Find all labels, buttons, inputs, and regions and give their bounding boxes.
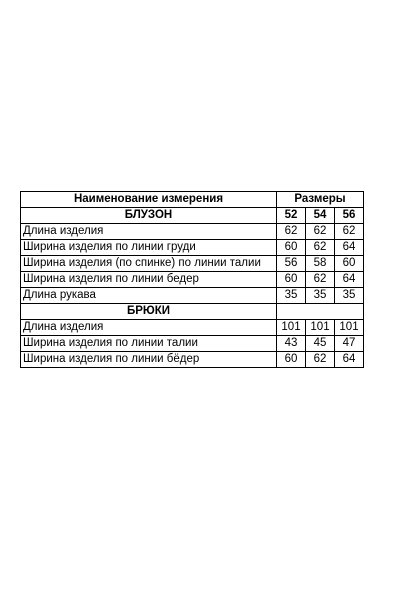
measurement-value: 101 xyxy=(277,320,306,336)
table-row xyxy=(21,272,364,288)
table-row xyxy=(21,320,364,336)
measurement-name: Ширина изделия по линии груди xyxy=(21,240,277,256)
measurement-value: 62 xyxy=(306,240,335,256)
measurement-value: 35 xyxy=(306,288,335,304)
measurement-name: Ширина изделия по линии талии xyxy=(21,336,277,352)
measurement-name: Длина изделия xyxy=(21,224,277,240)
measurement-value: 101 xyxy=(306,320,335,336)
section-title-trousers: БРЮКИ xyxy=(21,304,277,320)
measurement-name: Ширина изделия по линии бедер xyxy=(21,272,277,288)
size-header-52: 52 xyxy=(277,208,306,224)
measurement-name-header: Наименование измерения xyxy=(21,192,277,208)
measurement-value: 58 xyxy=(306,256,335,272)
section-header-row-blouson xyxy=(21,208,364,224)
table-row xyxy=(21,256,364,272)
measurement-value: 60 xyxy=(277,240,306,256)
measurement-value: 64 xyxy=(335,240,364,256)
section-header-row-trousers xyxy=(21,304,364,320)
size-header-56: 56 xyxy=(335,208,364,224)
table-row xyxy=(21,240,364,256)
measurement-name: Длина рукава xyxy=(21,288,277,304)
measurement-name: Ширина изделия (по спинке) по линии талии xyxy=(21,256,277,272)
section-title-blouson: БЛУЗОН xyxy=(21,208,277,224)
table-row xyxy=(21,224,364,240)
measurement-value: 62 xyxy=(277,224,306,240)
measurement-value: 60 xyxy=(335,256,364,272)
measurement-value: 35 xyxy=(335,288,364,304)
measurement-value: 62 xyxy=(306,272,335,288)
size-chart-table xyxy=(20,191,364,368)
measurement-value: 56 xyxy=(277,256,306,272)
table-row xyxy=(21,336,364,352)
measurement-value: 62 xyxy=(306,224,335,240)
measurement-value: 64 xyxy=(335,272,364,288)
table-row xyxy=(21,352,364,368)
table-header-row xyxy=(21,192,364,208)
sizes-header: Размеры xyxy=(277,192,364,208)
measurement-name: Ширина изделия по линии бёдер xyxy=(21,352,277,368)
measurement-value: 64 xyxy=(335,352,364,368)
measurement-value: 62 xyxy=(335,224,364,240)
measurement-value: 62 xyxy=(306,352,335,368)
measurement-value: 35 xyxy=(277,288,306,304)
table-row xyxy=(21,288,364,304)
measurement-value: 60 xyxy=(277,272,306,288)
measurement-value: 101 xyxy=(335,320,364,336)
section-blank-cell xyxy=(277,304,364,320)
measurement-value: 45 xyxy=(306,336,335,352)
size-header-54: 54 xyxy=(306,208,335,224)
measurement-name: Длина изделия xyxy=(21,320,277,336)
measurement-value: 43 xyxy=(277,336,306,352)
measurement-value: 60 xyxy=(277,352,306,368)
measurement-value: 47 xyxy=(335,336,364,352)
